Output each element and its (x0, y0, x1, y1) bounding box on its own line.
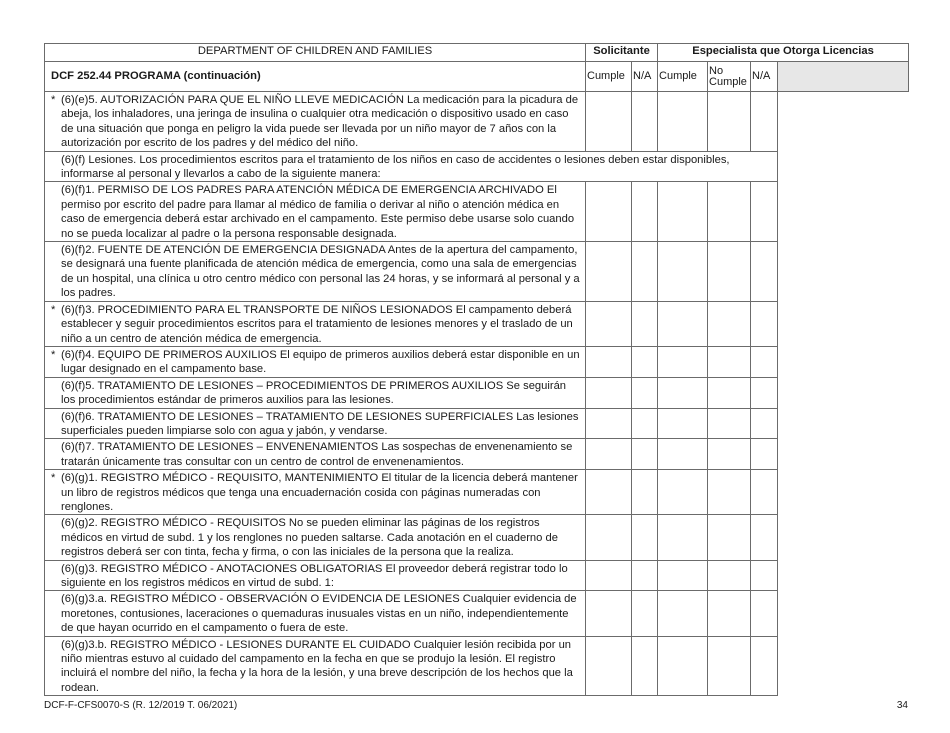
section-title: DCF 252.44 PROGRAMA (continuación) (45, 62, 586, 92)
check-cumple-specialist[interactable] (658, 377, 708, 408)
col-na-specialist: N/A (751, 62, 778, 92)
check-no-cumple-specialist[interactable] (708, 346, 751, 377)
row-description (45, 560, 586, 591)
table-row (45, 560, 909, 591)
check-no-cumple-specialist[interactable] (708, 182, 751, 242)
table-row (45, 515, 909, 560)
check-na-specialist[interactable] (751, 92, 778, 152)
row-text: (6)(f) Lesiones. Los procedimientos escritos para el tratamiento de los niños en caso de accidentes o lesiones deben estar disponibles, informarse al personal y llevarlos a cabo de la siguiente manera: (61, 153, 730, 181)
row-text: (6)(f)5. TRATAMIENTO DE LESIONES – PROCEDIMIENTOS DE PRIMEROS AUXILIOS Se seguirán los procedimientos estándar de primeros auxilios para las lesiones. (61, 379, 567, 407)
check-na-specialist[interactable] (751, 301, 778, 346)
subheader-row (45, 62, 909, 92)
check-na-applicant[interactable] (632, 515, 658, 560)
check-na-specialist[interactable] (751, 242, 778, 302)
table-row (45, 408, 909, 439)
check-cumple-applicant[interactable] (586, 377, 632, 408)
check-na-specialist[interactable] (751, 408, 778, 439)
table-row (45, 636, 909, 696)
check-cumple-specialist[interactable] (658, 636, 708, 696)
specialist-header: Especialista que Otorga Licencias (658, 44, 909, 62)
col-no-cumple-specialist: No Cumple (708, 62, 751, 92)
table-row (45, 591, 909, 636)
check-cumple-specialist[interactable] (658, 408, 708, 439)
row-description (45, 408, 586, 439)
row-text: (6)(g)3.b. REGISTRO MÉDICO - LESIONES DURANTE EL CUIDADO Cualquier lesión recibida por un niño mientras estuvo al cuidado del campamento en la fecha en que se produjo la lesión. El registro incluirá el nombre del niño, la fecha y la hora de la lesión, y una breve descripción de los hechos que la rodean. (61, 638, 573, 694)
check-na-specialist[interactable] (751, 636, 778, 696)
row-text: (6)(g)2. REGISTRO MÉDICO - REQUISITOS No se pueden eliminar las páginas de los registros médicos en virtud de subd. 1 y los renglones no pueden saltarse. Cada anotación en el cuaderno de registros deberá ser con tinta, fecha y firma, o con las iniciales de la persona que la realiza. (61, 517, 558, 559)
col-cumple-applicant: Cumple (586, 62, 632, 92)
check-no-cumple-specialist[interactable] (708, 377, 751, 408)
check-cumple-applicant[interactable] (586, 470, 632, 515)
checklist-table (44, 43, 909, 696)
row-description (45, 377, 586, 408)
check-cumple-applicant[interactable] (586, 182, 632, 242)
check-na-applicant[interactable] (632, 242, 658, 302)
table-row (45, 92, 909, 152)
page-number: 34 (896, 700, 908, 711)
check-na-applicant[interactable] (632, 92, 658, 152)
check-na-applicant[interactable] (632, 408, 658, 439)
check-cumple-specialist[interactable] (658, 92, 708, 152)
check-cumple-specialist[interactable] (658, 515, 708, 560)
check-cumple-applicant[interactable] (586, 346, 632, 377)
row-text: (6)(f)6. TRATAMIENTO DE LESIONES – TRATAMIENTO DE LESIONES SUPERFICIALES Las lesiones superficiales pueden limpiarse solo con agua y jabón, y vendarse. (61, 410, 579, 437)
check-na-applicant[interactable] (632, 182, 658, 242)
table-row (45, 346, 909, 377)
check-no-cumple-specialist[interactable] (708, 92, 751, 152)
check-cumple-specialist[interactable] (658, 470, 708, 515)
row-text: (6)(g)1. REGISTRO MÉDICO - REQUISITO, MANTENIMIENTO El titular de la licencia deberá mantener un libro de registros médicos que tenga una encuadernación cosida con páginas numeradas con renglones. (61, 472, 578, 513)
row-description (45, 515, 586, 560)
check-na-specialist[interactable] (751, 377, 778, 408)
check-cumple-applicant[interactable] (586, 515, 632, 560)
check-na-specialist[interactable] (751, 560, 778, 591)
row-text: (6)(g)3. REGISTRO MÉDICO - ANOTACIONES OBLIGATORIAS El proveedor deberá registrar todo lo siguiente en los registros médicos en virtud de subd. 1: (61, 562, 568, 589)
check-na-specialist[interactable] (751, 182, 778, 242)
check-no-cumple-specialist[interactable] (708, 515, 751, 560)
check-na-specialist[interactable] (751, 591, 778, 636)
check-na-applicant[interactable] (632, 439, 658, 470)
row-text: (6)(f)1. PERMISO DE LOS PADRES PARA ATENCIÓN MÉDICA DE EMERGENCIA ARCHIVADO El permiso por escrito del padre para llamar al médico de familia o derivar al niño o atención médica en caso de emergencia deberá estar archivado en el campamento. Este permiso debe usarse solo cuando no se pueda localizar al padre o la persona responsable designada. (61, 184, 575, 240)
row-text: (6)(f)4. EQUIPO DE PRIMEROS AUXILIOS El equipo de primeros auxilios deberá estar disponible en un lugar designado en el campamento base. (61, 348, 580, 376)
check-cumple-specialist[interactable] (658, 591, 708, 636)
table-row (45, 470, 909, 515)
check-cumple-specialist[interactable] (658, 346, 708, 377)
row-description (45, 182, 586, 242)
required-marker: * (51, 472, 56, 485)
check-no-cumple-specialist[interactable] (708, 408, 751, 439)
check-na-applicant[interactable] (632, 636, 658, 696)
row-text: (6)(f)7. TRATAMIENTO DE LESIONES – ENVENENAMIENTOS Las sospechas de envenenamiento se tratarán únicamente tras consultar con un centro de control de envenenamientos. (61, 441, 573, 468)
gray-margin (778, 62, 909, 92)
check-na-specialist[interactable] (751, 346, 778, 377)
check-no-cumple-specialist[interactable] (708, 301, 751, 346)
row-description (45, 591, 586, 636)
check-no-cumple-specialist[interactable] (708, 470, 751, 515)
header-row (45, 44, 909, 62)
row-description (45, 242, 586, 302)
check-na-applicant[interactable] (632, 346, 658, 377)
check-no-cumple-specialist[interactable] (708, 636, 751, 696)
table-row (45, 151, 909, 182)
row-description (45, 470, 586, 515)
check-cumple-applicant[interactable] (586, 439, 632, 470)
check-cumple-applicant[interactable] (586, 636, 632, 696)
required-marker: * (51, 348, 56, 361)
row-description (45, 346, 586, 377)
check-na-specialist[interactable] (751, 470, 778, 515)
check-cumple-specialist[interactable] (658, 301, 708, 346)
check-cumple-applicant[interactable] (586, 591, 632, 636)
form-id: DCF-F-CFS0070-S (R. 12/2019 T. 06/2021) (44, 700, 238, 711)
col-na-applicant: N/A (632, 62, 658, 92)
check-cumple-applicant[interactable] (586, 560, 632, 591)
checklist-body (45, 92, 909, 696)
check-cumple-specialist[interactable] (658, 242, 708, 302)
check-na-applicant[interactable] (632, 377, 658, 408)
row-description (45, 92, 586, 152)
check-cumple-applicant[interactable] (586, 92, 632, 152)
check-na-specialist[interactable] (751, 439, 778, 470)
table-row (45, 182, 909, 242)
check-cumple-applicant[interactable] (586, 408, 632, 439)
row-description (45, 301, 586, 346)
row-description (45, 636, 586, 696)
check-cumple-specialist[interactable] (658, 182, 708, 242)
table-row (45, 439, 909, 470)
check-cumple-applicant[interactable] (586, 242, 632, 302)
row-text: (6)(e)5. AUTORIZACIÓN PARA QUE EL NIÑO LLEVE MEDICACIÓN La medicación para la picadura de abeja, los inhaladores, una jeringa de insulina o cualquier otra medicación o dispositivo usado en caso de una situación que ponga en peligro la vida puede ser llevada por un niño mayor de 7 años con la autorización por escrito de los padres y del médico del niño. (61, 94, 579, 150)
department-header: DEPARTMENT OF CHILDREN AND FAMILIES (45, 44, 586, 62)
table-row (45, 377, 909, 408)
required-marker: * (51, 303, 56, 316)
check-cumple-specialist[interactable] (658, 560, 708, 591)
check-no-cumple-specialist[interactable] (708, 242, 751, 302)
required-marker: * (51, 94, 56, 106)
check-cumple-specialist[interactable] (658, 439, 708, 470)
row-text: (6)(g)3.a. REGISTRO MÉDICO - OBSERVACIÓN O EVIDENCIA DE LESIONES Cualquier evidencia de moretones, contusiones, laceraciones o quemaduras inusuales vistas en un niño, independientemente de que hayan ocurrido en el campamento o fuera de este. (61, 593, 577, 635)
row-text: (6)(f)2. FUENTE DE ATENCIÓN DE EMERGENCIA DESIGNADA Antes de la apertura del campamento, se designará una fuente planificada de atención médica de emergencia, como una sala de emergencias de un hospital, una clínica u otro centro médico con personal las 24 horas, y se informará al personal y a los padres. (61, 244, 580, 300)
section-text-row (45, 151, 778, 182)
col-cumple-specialist: Cumple (658, 62, 708, 92)
applicant-header: Solicitante (586, 44, 658, 62)
check-na-specialist[interactable] (751, 515, 778, 560)
check-no-cumple-specialist[interactable] (708, 560, 751, 591)
check-na-applicant[interactable] (632, 591, 658, 636)
check-cumple-applicant[interactable] (586, 301, 632, 346)
table-row (45, 301, 909, 346)
check-na-applicant[interactable] (632, 560, 658, 591)
check-no-cumple-specialist[interactable] (708, 439, 751, 470)
check-na-applicant[interactable] (632, 470, 658, 515)
check-no-cumple-specialist[interactable] (708, 591, 751, 636)
table-row (45, 242, 909, 302)
row-description (45, 439, 586, 470)
row-text: (6)(f)3. PROCEDIMIENTO PARA EL TRANSPORTE DE NIÑOS LESIONADOS El campamento deberá establecer y seguir procedimientos escritos para el tratamiento de lesiones menores y el traslado de un niño a un centro de atención médica de emergencia. (61, 303, 573, 345)
check-na-applicant[interactable] (632, 301, 658, 346)
